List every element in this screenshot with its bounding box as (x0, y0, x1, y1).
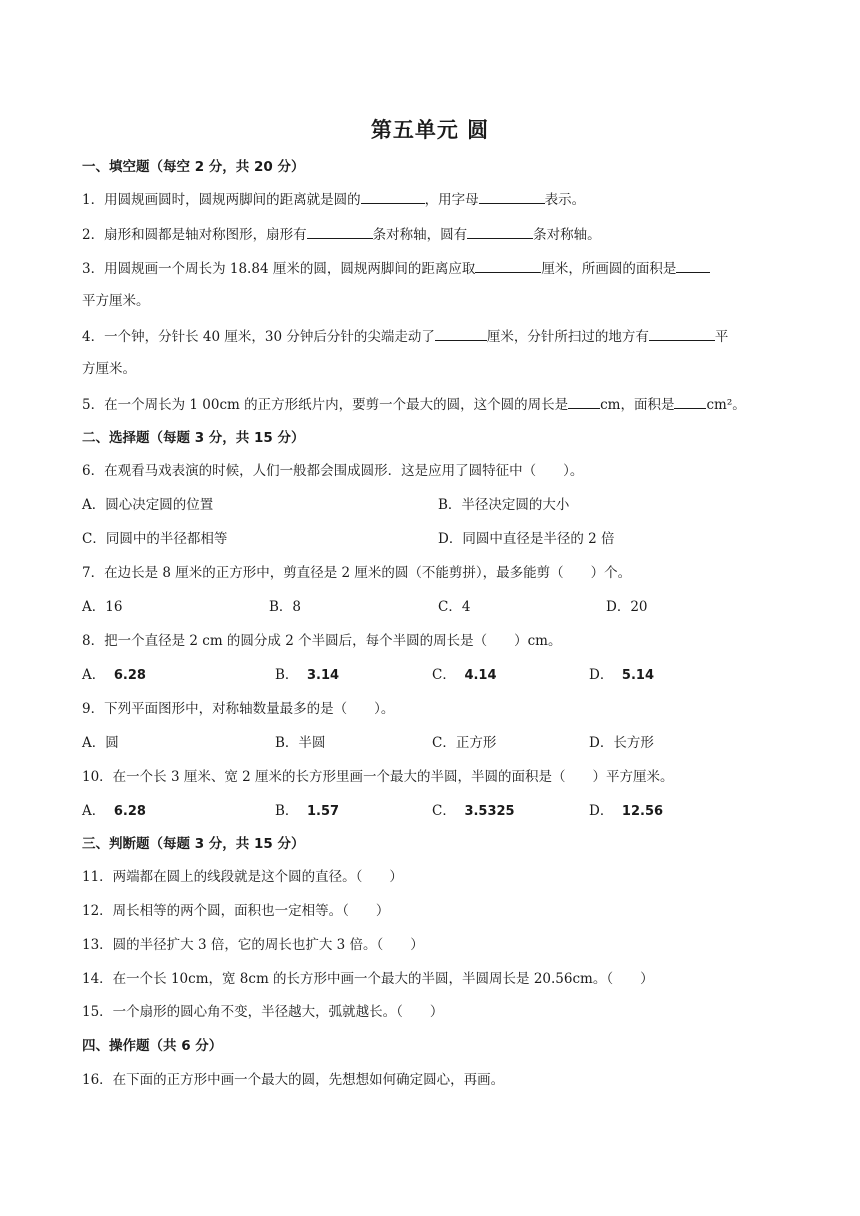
option-letter: C． (432, 667, 456, 683)
q6-option-c[interactable]: C．同圆中的半径都相等 (82, 531, 228, 547)
q5-text-c: cm²。 (706, 397, 746, 413)
question-10-stem: 10．在一个长 3 厘米、宽 2 厘米的长方形里画一个最大的半圆，半圆的面积是（ ）平方厘米。 (82, 769, 674, 785)
section-judge-heading: 三、判断题（每题 3 分，共 15 分） (82, 836, 305, 852)
question-1 (82, 190, 585, 209)
q6-option-a[interactable]: A．圆心决定圆的位置 (82, 497, 214, 513)
q7-option-b[interactable]: B．8 (269, 599, 302, 615)
option-value: 6.28 (113, 668, 146, 683)
q10-option-d[interactable] (589, 802, 663, 821)
q2-text-a: 2．扇形和圆都是轴对称图形，扇形有 (82, 227, 307, 243)
q7-option-c[interactable]: C．4 (438, 599, 471, 615)
question-11: 11．两端都在圆上的线段就是这个圆的直径。（ ） (82, 869, 403, 885)
q5-text-a: 5．在一个周长为 1 00cm 的正方形纸片内，要剪一个最大的圆，这个圆的周长是 (82, 397, 569, 413)
question-2 (82, 225, 601, 244)
answer-blank[interactable] (475, 259, 541, 273)
q4-text-b: 厘米，分针所扫过的地方有 (486, 329, 649, 345)
q3-text-b: 厘米，所画圆的面积是 (541, 261, 677, 277)
q8-option-a[interactable] (82, 666, 146, 685)
q2-text-c: 条对称轴。 (533, 227, 601, 243)
answer-blank[interactable] (307, 225, 373, 239)
question-3 (82, 259, 710, 278)
answer-blank[interactable] (649, 327, 715, 341)
q8-option-d[interactable] (589, 666, 654, 685)
page-title: 第五单元 圆 (370, 118, 490, 142)
q6-option-d[interactable]: D．同圆中直径是半径的 2 倍 (438, 531, 615, 547)
answer-blank[interactable] (479, 190, 545, 204)
q1-text-b: ，用字母 (424, 192, 479, 208)
q8-option-b[interactable] (275, 666, 339, 685)
q7-option-d[interactable]: D．20 (606, 599, 648, 615)
question-8-stem: 8．把一个直径是 2 cm 的圆分成 2 个半圆后，每个半圆的周长是（ ）cm。 (82, 633, 562, 649)
section-fill-blank-heading: 一、填空题（每空 2 分，共 20 分） (82, 159, 305, 175)
q4-text-a: 4．一个钟，分针长 40 厘米，30 分钟后分针的尖端走动了 (82, 329, 435, 345)
option-value: 3.5325 (464, 804, 515, 819)
question-7-stem: 7．在边长是 8 厘米的正方形中，剪直径是 2 厘米的圆（不能剪拼），最多能剪（ ）个。 (82, 565, 632, 581)
question-9-stem: 9．下列平面图形中，对称轴数量最多的是（ ）。 (82, 701, 395, 717)
option-value: 1.57 (307, 804, 340, 819)
question-14: 14．在一个长 10cm，宽 8cm 的长方形中画一个最大的半圆，半圆周长是 20.56cm。（ ） (82, 971, 654, 987)
q9-option-a[interactable]: A．圆 (82, 735, 119, 751)
question-12: 12．周长相等的两个圆，面积也一定相等。（ ） (82, 903, 390, 919)
option-letter: D． (589, 803, 614, 819)
option-letter: A． (82, 667, 106, 683)
q4-text-c: 平 (714, 329, 729, 345)
question-16: 16．在下面的正方形中画一个最大的圆，先想想如何确定圆心，再画。 (82, 1072, 505, 1088)
q3-text-a: 3．用圆规画一个周长为 18.84 厘米的圆，圆规两脚间的距离应取 (82, 261, 476, 277)
q9-option-c[interactable]: C．正方形 (432, 735, 497, 751)
option-value: 12.56 (621, 804, 664, 819)
option-value: 4.14 (464, 668, 497, 683)
q7-option-a[interactable]: A．16 (82, 599, 123, 615)
option-value: 5.14 (621, 668, 654, 683)
question-3-cont: 平方厘米。 (82, 293, 150, 309)
question-4 (82, 327, 728, 346)
section-choice-heading: 二、选择题（每题 3 分，共 15 分） (82, 430, 305, 446)
answer-blank[interactable] (435, 327, 487, 341)
option-letter: C． (432, 803, 456, 819)
q6-option-b[interactable]: B．半径决定圆的大小 (438, 497, 570, 513)
q5-text-b: cm，面积是 (600, 397, 675, 413)
q8-option-c[interactable] (432, 666, 497, 685)
q1-text-a: 1．用圆规画圆时，圆规两脚间的距离就是圆的 (82, 192, 361, 208)
question-4-cont: 方厘米。 (82, 361, 136, 377)
option-letter: B． (275, 667, 299, 683)
q9-option-b[interactable]: B．半圆 (275, 735, 326, 751)
q1-text-c: 表示。 (544, 192, 586, 208)
question-13: 13．圆的半径扩大 3 倍，它的周长也扩大 3 倍。（ ） (82, 937, 424, 953)
option-letter: B． (275, 803, 299, 819)
answer-blank[interactable] (676, 259, 710, 273)
q10-option-c[interactable] (432, 802, 515, 821)
question-15: 15．一个扇形的圆心角不变，半径越大，弧就越长。（ ） (82, 1004, 444, 1020)
q10-option-a[interactable] (82, 802, 146, 821)
option-value: 3.14 (307, 668, 340, 683)
answer-blank[interactable] (467, 225, 533, 239)
q10-option-b[interactable] (275, 802, 339, 821)
section-operation-heading: 四、操作题（共 6 分） (82, 1038, 223, 1054)
question-5 (82, 395, 746, 414)
answer-blank[interactable] (568, 395, 600, 409)
option-letter: A． (82, 803, 106, 819)
answer-blank[interactable] (361, 190, 425, 204)
q2-text-b: 条对称轴，圆有 (372, 227, 468, 243)
q9-option-d[interactable]: D．长方形 (589, 735, 654, 751)
option-letter: D． (589, 667, 614, 683)
answer-blank[interactable] (674, 395, 706, 409)
question-6-stem: 6．在观看马戏表演的时候，人们一般都会围成圆形．这是应用了圆特征中（ ）。 (82, 463, 584, 479)
option-value: 6.28 (113, 804, 146, 819)
